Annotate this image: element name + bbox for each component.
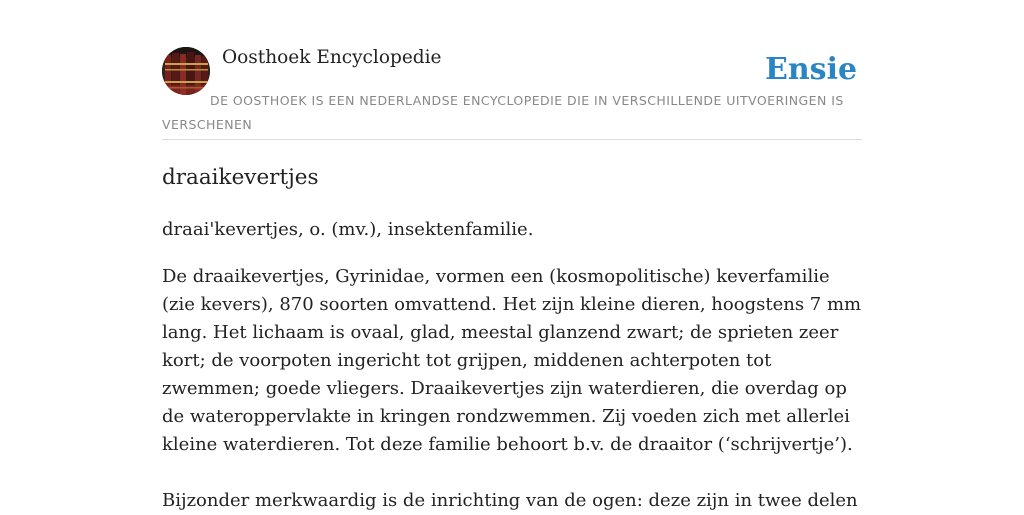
source-description: DE OOSTHOEK IS EEN NEDERLANDSE ENCYCLOPEDIE DIE IN VERSCHILLENDE UITVOERINGEN IS VERSCHENEN — [162, 93, 844, 132]
header-divider — [162, 139, 862, 140]
book-spines-icon — [162, 47, 210, 95]
source-avatar[interactable] — [162, 47, 210, 95]
article-headword: draaikevertjes — [162, 165, 319, 190]
article-paragraph: Bijzonder merkwaardig is de inrichting van de ogen: deze zijn in twee delen — [162, 490, 858, 511]
ensie-logo[interactable]: Ensie — [765, 52, 858, 87]
article-paragraph: De draaikevertjes, Gyrinidae, vormen een (kosmopolitische) keverfamilie (zie kevers), 870 soorten omvattend. Het zijn kleine dieren, hoogstens 7 mm lang. Het lichaam is ovaal, glad, meestal glanzend zwart; de sprieten zeer kort; de voorpoten ingericht tot grijpen, middenen achterpoten tot zwemmen; goede vliegers. Draaikevertjes zijn waterdieren, die overdag op de wateroppervlakte in kringen rondzwemmen. Zij voeden zich met allerlei kleine waterdieren. Tot deze familie behoort b.v. de draaitor (‘schrijvertje’). — [162, 266, 862, 455]
source-title[interactable]: Oosthoek Encyclopedie — [222, 47, 442, 68]
article-definition: draai'kevertjes, o. (mv.), insektenfamilie. — [162, 219, 534, 240]
